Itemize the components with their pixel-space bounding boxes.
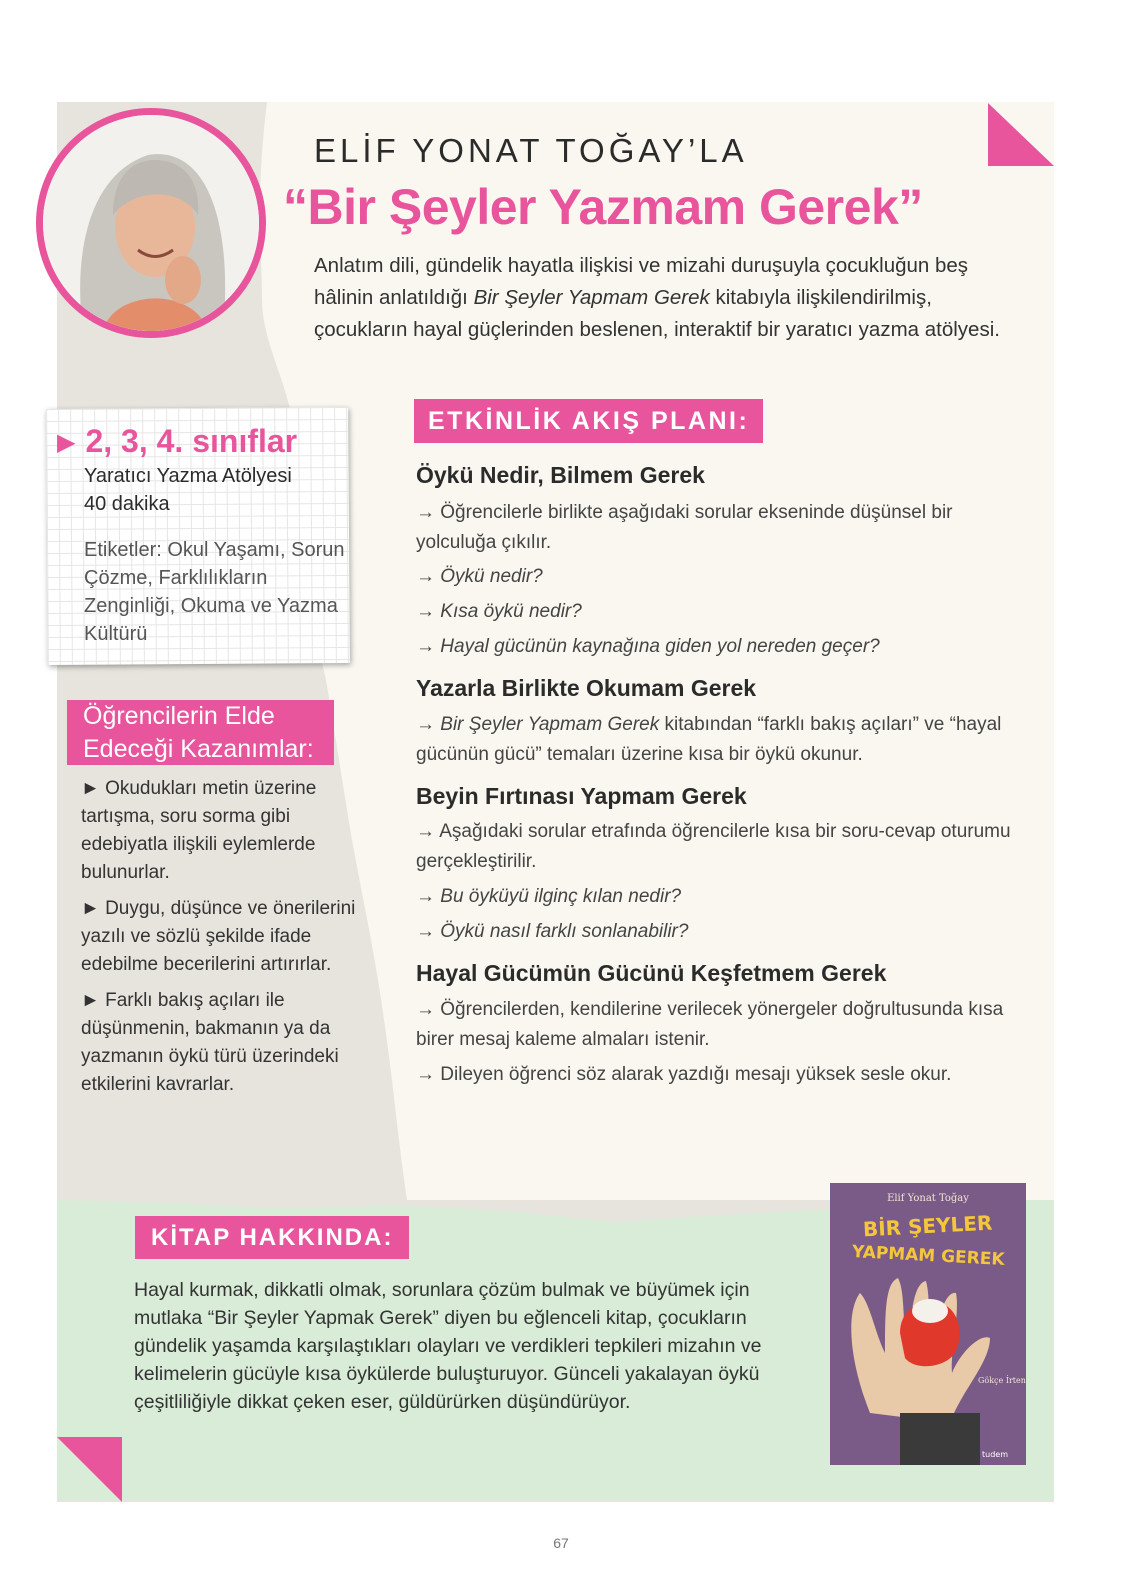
list-item: ► Farklı bakış açıları ile düşünmenin, bakmanın ya da yazmanın öykü türü üzerindeki etkilerini kavrarlar. — [81, 990, 339, 1095]
about-book-label: KİTAP HAKKINDA: — [135, 1216, 409, 1259]
play-triangle-icon: ▶ — [57, 429, 76, 456]
outcomes-label: Öğrencilerin Elde Edeceği Kazanımlar: — [67, 700, 334, 765]
section-3-question: → Öykü nasıl farklı sonlanabilir? — [416, 921, 689, 942]
section-3-question: → Bu öyküyü ilginç kılan nedir? — [416, 886, 682, 907]
outcomes-list — [81, 775, 356, 1107]
intro-paragraph: Anlatım dili, gündelik hayatla ilişkisi ve mizahi duruşuyla çocukluğun beş hâlinin anlatıldığı Bir Şeyler Yapmam Gerek kitabıyla ilişkilendirilmiş, çocukların hayal güçlerinden beslenen, interaktif bir yaratıcı yazma atölyesi. — [314, 254, 1000, 341]
activity-duration: 40 dakika — [84, 493, 170, 515]
list-item: ► Okudukları metin üzerine tartışma, soru sorma gibi edebiyatla ilişkili eylemlerde bulunurlar. — [81, 778, 317, 883]
page-title: “Bir Şeyler Yazmam Gerek” — [283, 179, 923, 235]
section-3-text: → Aşağıdaki sorular etrafında öğrencilerle kısa bir soru-cevap oturumu gerçekleştirilir. — [416, 821, 1011, 872]
section-title-3: Beyin Fırtınası Yapmam Gerek — [416, 783, 747, 809]
cover-title-line1: BİR ŞEYLER — [862, 1210, 993, 1242]
corner-fold-bottom-left — [57, 1437, 122, 1502]
section-title-1: Öykü Nedir, Bilmem Gerek — [416, 462, 705, 488]
cover-illustrator: Gökçe İrten — [978, 1376, 1026, 1385]
section-1-text: → Öğrencilerle birlikte aşağıdaki sorular ekseninde düşünsel bir yolculuğa çıkılır. — [416, 502, 953, 553]
section-title-4: Hayal Gücümün Gücünü Keşfetmem Gerek — [416, 960, 887, 986]
activity-tags: Etiketler: Okul Yaşamı, Sorun Çözme, Farklılıkların Zenginliği, Okuma ve Yazma Kültürü — [84, 539, 345, 645]
book-cover — [830, 1183, 1026, 1465]
grade-levels: ▶ 2, 3, 4. sınıflar — [57, 423, 298, 459]
section-1-question: → Hayal gücünün kaynağına giden yol nereden geçer? — [416, 636, 880, 657]
cover-publisher: tudem — [982, 1450, 1008, 1459]
list-item: ► Duygu, düşünce ve önerilerini yazılı ve sözlü şekilde ifade edebilme becerilerini artırırlar. — [81, 898, 356, 975]
activity-plan-label: ETKİNLİK AKIŞ PLANI: — [414, 399, 763, 443]
section-4-text: → Öğrencilerden, kendilerine verilecek yönergeler doğrultusunda kısa birer mesaj kaleme almaları istenir. — [416, 999, 1004, 1050]
section-4-text: → Dileyen öğrenci söz alarak yazdığı mesajı yüksek sesle okur. — [416, 1064, 952, 1085]
page-eyebrow: ELİF YONAT TOĞAY’LA — [314, 132, 748, 169]
intro-book-title: Bir Şeyler Yapmam Gerek — [473, 286, 710, 309]
corner-fold-top-right — [988, 103, 1054, 166]
section-2-text: → Bir Şeyler Yapmam Gerek kitabından “farklı bakış açıları” ve “hayal gücünün gücü” temaları üzerine kısa bir öykü okunur. — [416, 714, 1002, 765]
cover-title-line2: YAPMAM GEREK — [851, 1242, 1006, 1270]
cover-author: Elif Yonat Toğay — [887, 1193, 969, 1204]
activity-type: Yaratıcı Yazma Atölyesi — [84, 465, 292, 487]
section-1-question: → Kısa öykü nedir? — [416, 601, 582, 622]
page-number: 67 — [553, 1535, 569, 1551]
section-1-question: → Öykü nedir? — [416, 566, 543, 587]
section-title-2: Yazarla Birlikte Okumam Gerek — [416, 675, 757, 701]
author-portrait — [36, 108, 266, 338]
about-book-text: Hayal kurmak, dikkatli olmak, sorunlara çözüm bulmak ve büyümek için mutlaka “Bir Şeyler Yapmak Gerek” diyen bu eğlenceli kitap, çocukların gündelik yaşamda karşılaştıkları olayları ve verdikleri tepkileri mizahın ve kelimelerin gücüyle kısa öykülerde buluşturuyor. Günceli yakalayan öykü çeşitliliğiyle dikkat çeken eser, güldürürken düşündürüyor. — [134, 1279, 762, 1413]
